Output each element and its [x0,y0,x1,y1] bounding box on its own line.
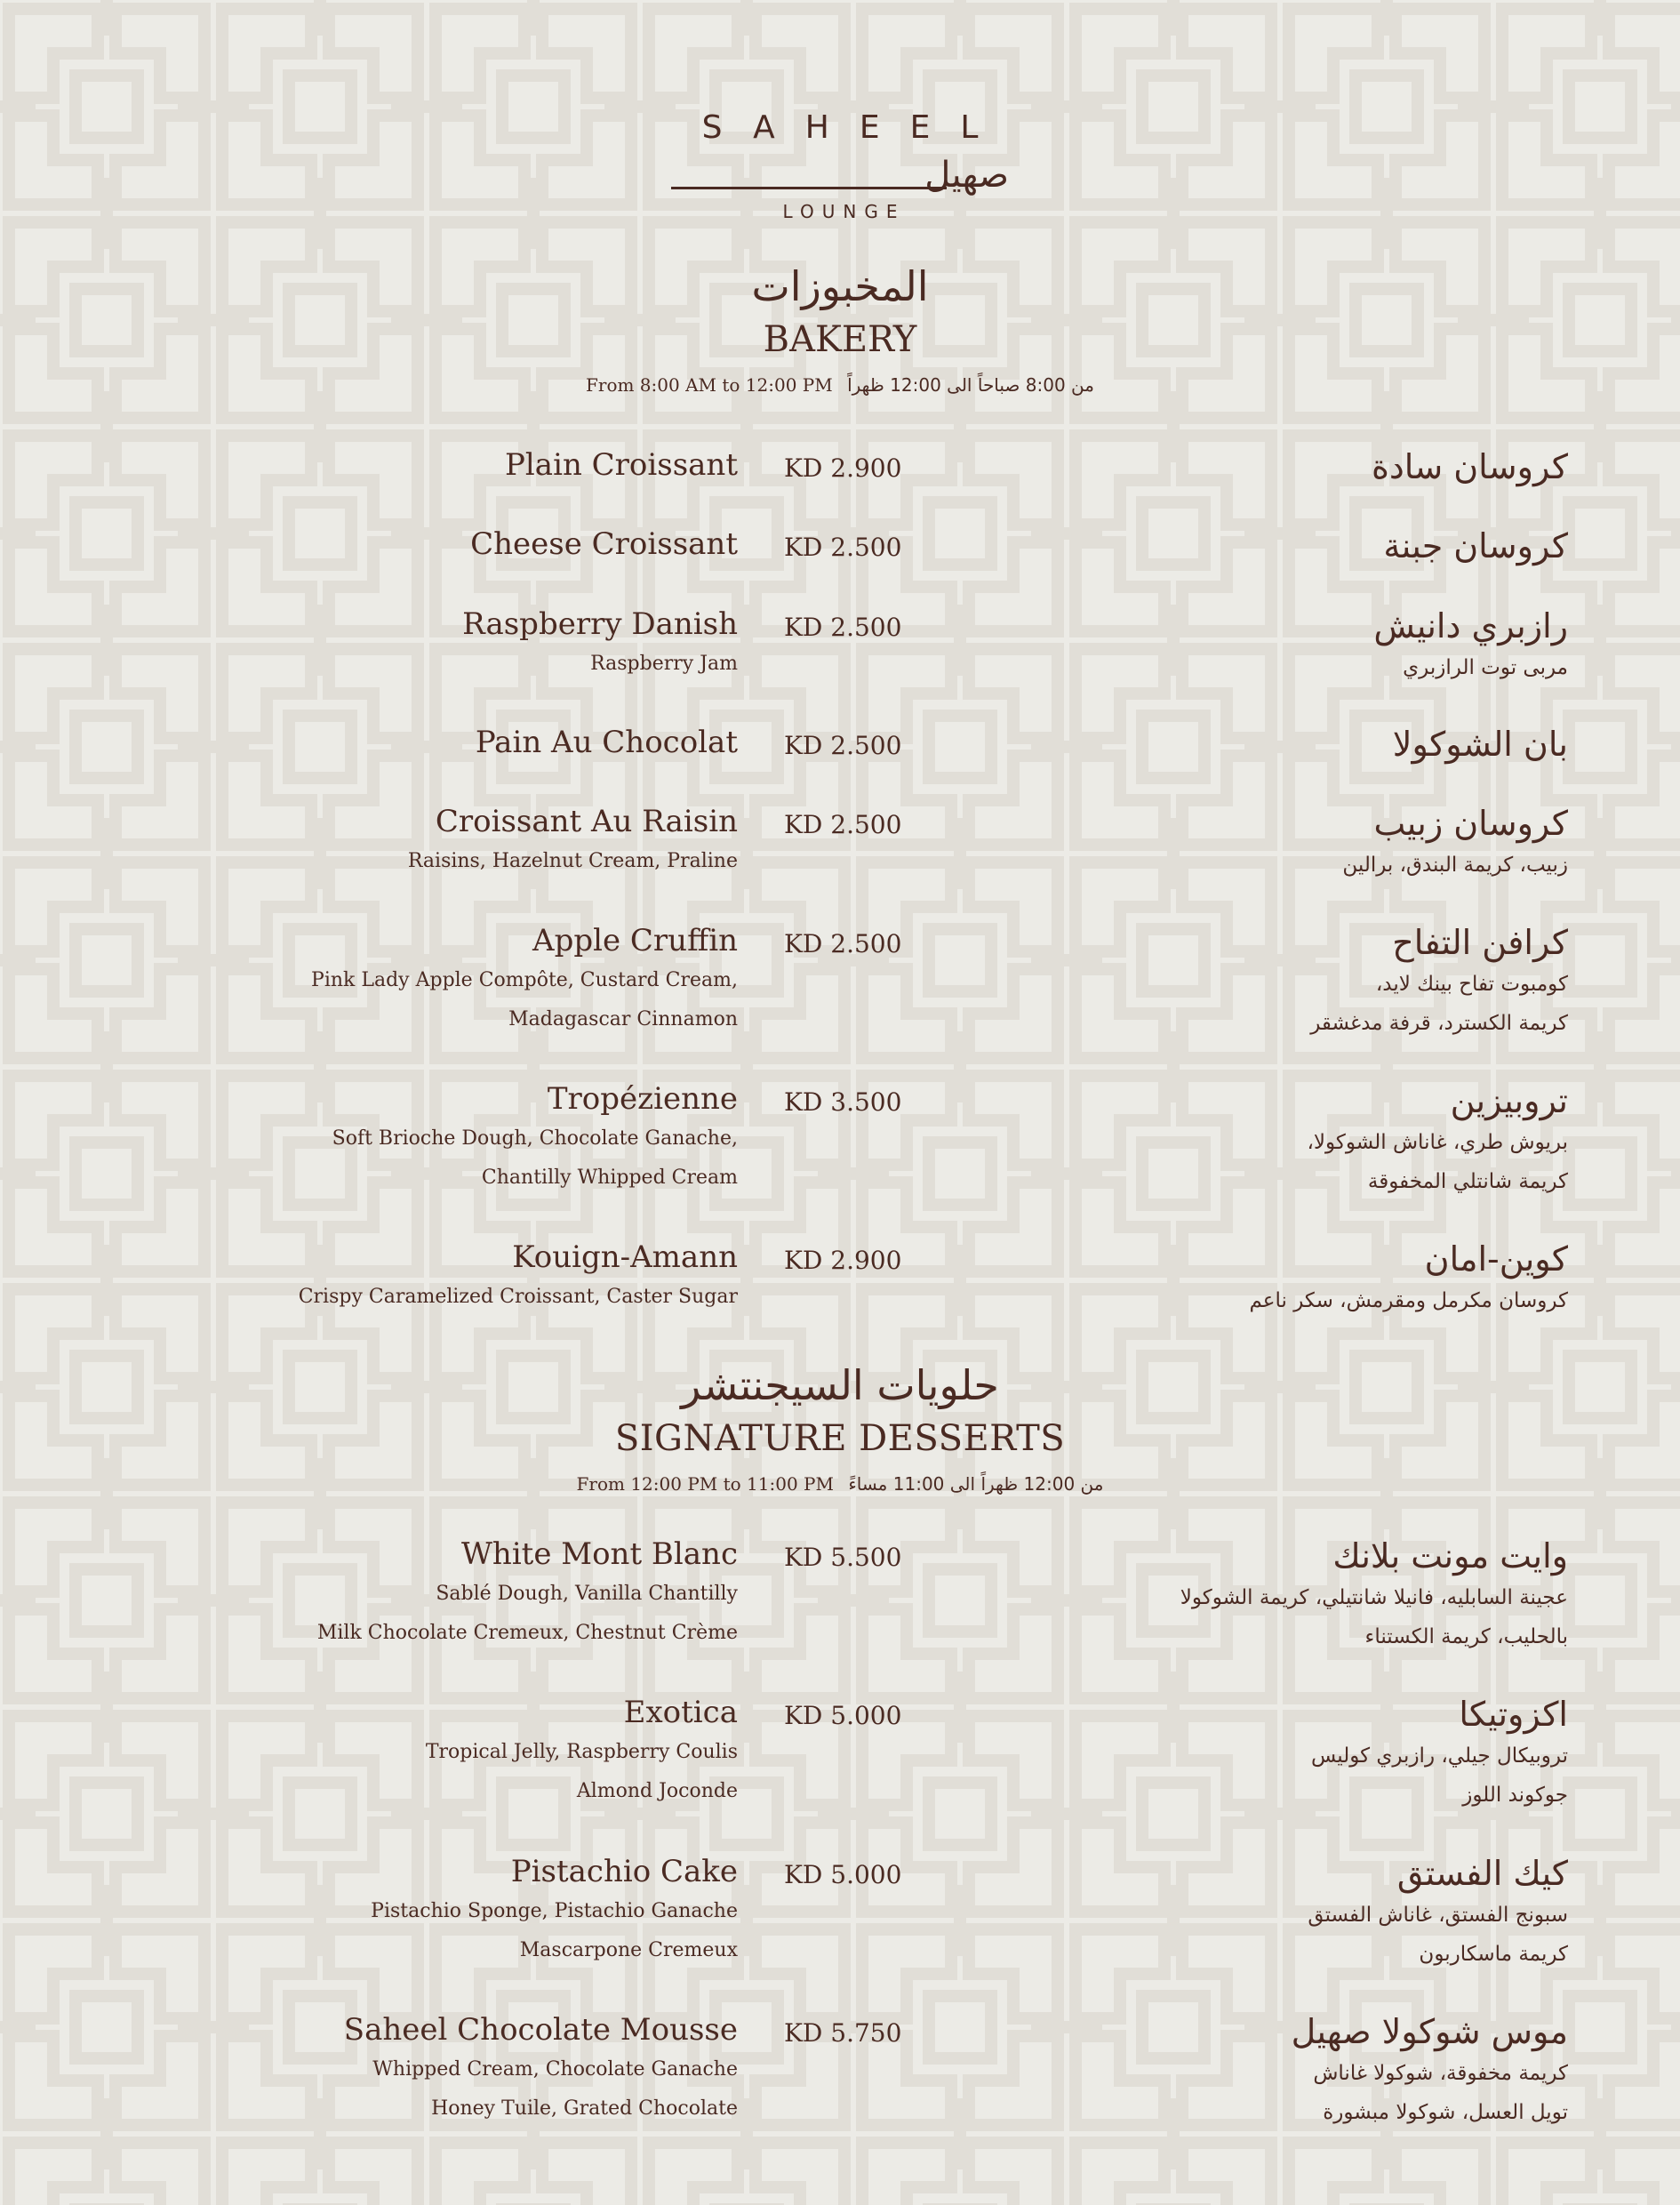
item-english [187,920,738,1039]
desserts-hours-english: From 12:00 PM to 11:00 PM [576,1473,834,1495]
item-price: KD 2.500 [784,533,902,562]
item-description: Honey Tuile, Grated Chocolate [431,2097,738,2120]
item-description: Whipped Cream, Chocolate Ganache [372,2058,738,2081]
item-arabic [946,445,1568,489]
item-name-arabic: كوين-امان [1424,1239,1568,1279]
item-description-arabic: زبيب، كريمة البندق، برالين [1342,854,1568,877]
item-name: Raspberry Danish [462,606,738,642]
item-name: Croissant Au Raisin [435,804,738,839]
item-arabic [946,801,1568,885]
item-price: KD 3.500 [784,1087,902,1117]
item-arabic [946,722,1568,766]
item-price: KD 2.500 [784,613,902,642]
item-arabic [946,920,1568,1043]
item-description: Pink Lady Apple Compôte, Custard Cream, [311,969,738,991]
item-english [187,722,738,763]
item-price: KD 2.900 [784,453,902,483]
logo-subtitle: LOUNGE [782,201,906,222]
item-name-arabic: كيك الفستق [1396,1854,1568,1893]
item-arabic [946,1078,1568,1201]
desserts-hours-arabic: من 12:00 ظهراً الى 11:00 مساءً [848,1473,1104,1495]
item-name: White Mont Blanc [460,1536,738,1572]
logo-underline [671,187,947,189]
item-name: Pistachio Cake [510,1854,738,1889]
item-name: Exotica [623,1695,738,1730]
item-description-arabic: تروبيكال جيلي، رازبري كوليس [1310,1744,1568,1768]
item-description-arabic: كريمة شانتلي المخفوقة [1367,1170,1568,1193]
desserts-section-header [0,1357,1680,1499]
item-price: KD 2.500 [784,810,902,839]
item-arabic [946,1692,1568,1815]
item-description: Soft Brioche Dough, Chocolate Ganache, [332,1127,738,1150]
item-english [187,445,738,485]
item-english [187,1851,738,1970]
item-description-arabic: كروسان مكرمل ومقرمش، سكر ناعم [1249,1289,1568,1312]
item-price: KD 2.900 [784,1246,902,1275]
item-english [187,801,738,881]
item-description-arabic: سبونج الفستق، غاناش الفستق [1308,1904,1568,1927]
item-description: Pistachio Sponge, Pistachio Ganache [371,1900,738,1922]
item-name-arabic: اكزوتيكا [1459,1695,1568,1734]
item-description-arabic: كريمة الكسترد، قرفة مدغشقر [1310,1012,1568,1035]
item-description-arabic: عجينة السابليه، فانيلا شانتيلي، كريمة الشوكولا [1180,1586,1568,1609]
item-name: Apple Cruffin [532,923,738,958]
item-english [187,1237,738,1317]
item-english [187,2009,738,2129]
item-description-arabic: بالحليب، كريمة الكستناء [1364,1625,1568,1648]
item-name: Tropézienne [547,1081,738,1117]
bakery-hours-arabic: من 8:00 صباحاً الى 12:00 ظهراً [847,374,1094,396]
item-english [187,604,738,684]
item-arabic [946,2009,1568,2132]
item-description: Almond Joconde [576,1780,738,1802]
item-name: Cheese Croissant [470,526,738,562]
item-description: Raspberry Jam [590,653,738,675]
desserts-title: SIGNATURE DESSERTS [614,1418,1066,1459]
item-description-arabic: كومبوت تفاح بينك لايد، [1375,973,1568,996]
item-description-arabic: بريوش طري، غاناش الشوكولا، [1307,1131,1568,1154]
item-name-arabic: تروبيزين [1450,1081,1568,1120]
item-description: Crispy Caramelized Croissant, Caster Sugar [298,1286,738,1308]
item-name: Saheel Chocolate Mousse [343,2012,738,2048]
logo-arabic: صهيل [924,155,1009,196]
item-name-arabic: كرافن التفاح [1392,923,1568,962]
item-name-arabic: كروسان جبنة [1383,526,1568,565]
bakery-section-header [0,258,1680,400]
bakery-title: BAKERY [763,319,917,360]
item-price: KD 5.000 [784,1701,902,1730]
item-english [187,1078,738,1198]
item-price: KD 5.500 [784,1543,902,1572]
item-price: KD 5.750 [784,2018,902,2048]
item-description-arabic: كريمة مخفوقة، شوكولا غاناش [1313,2062,1568,2085]
item-arabic [946,604,1568,687]
item-name: Plain Croissant [505,447,738,483]
item-name-arabic: بان الشوكولا [1392,725,1568,764]
item-name-arabic: وايت مونت بلانك [1332,1536,1568,1576]
bakery-title-arabic: المخبوزات [751,262,929,310]
bakery-hours-english: From 8:00 AM to 12:00 PM [586,374,833,396]
item-description-arabic: مربى توت الرازبري [1403,656,1568,679]
item-name-arabic: كروسان سادة [1371,447,1568,486]
item-description: Milk Chocolate Cremeux, Chestnut Crème [316,1622,738,1644]
bakery-hours [0,370,1680,400]
item-english [187,1692,738,1811]
item-description-arabic: جوكوند اللوز [1462,1784,1568,1807]
item-description: Chantilly Whipped Cream [481,1167,738,1189]
item-name-arabic: موس شوكولا صهيل [1291,2012,1568,2051]
item-arabic [946,524,1568,568]
desserts-hours [0,1469,1680,1499]
item-description: Mascarpone Cremeux [519,1939,738,1961]
item-description: Raisins, Hazelnut Cream, Praline [407,850,738,872]
item-description-arabic: كريمة ماسكاربون [1419,1943,1568,1966]
item-price: KD 2.500 [784,731,902,760]
logo [0,107,1680,222]
item-price: KD 5.000 [784,1860,902,1889]
item-name: Pain Au Chocolat [475,725,738,760]
item-name-arabic: رازبري دانيش [1373,606,1568,645]
item-description: Tropical Jelly, Raspberry Coulis [425,1741,738,1763]
item-name: Kouign-Amann [512,1239,738,1275]
item-english [187,1534,738,1653]
item-arabic [946,1534,1568,1656]
item-arabic [946,1851,1568,1974]
desserts-title-arabic: حلويات السيجنتشر [681,1361,999,1409]
item-arabic [946,1237,1568,1320]
item-description: Sablé Dough, Vanilla Chantilly [436,1583,738,1605]
item-description-arabic: تويل العسل، شوكولا مبشورة [1323,2101,1568,2124]
logo-latin: SAHEEL [701,109,1009,146]
item-english [187,524,738,565]
item-price: KD 2.500 [784,929,902,958]
item-description: Madagascar Cinnamon [508,1008,738,1030]
item-name-arabic: كروسان زبيب [1373,804,1568,843]
